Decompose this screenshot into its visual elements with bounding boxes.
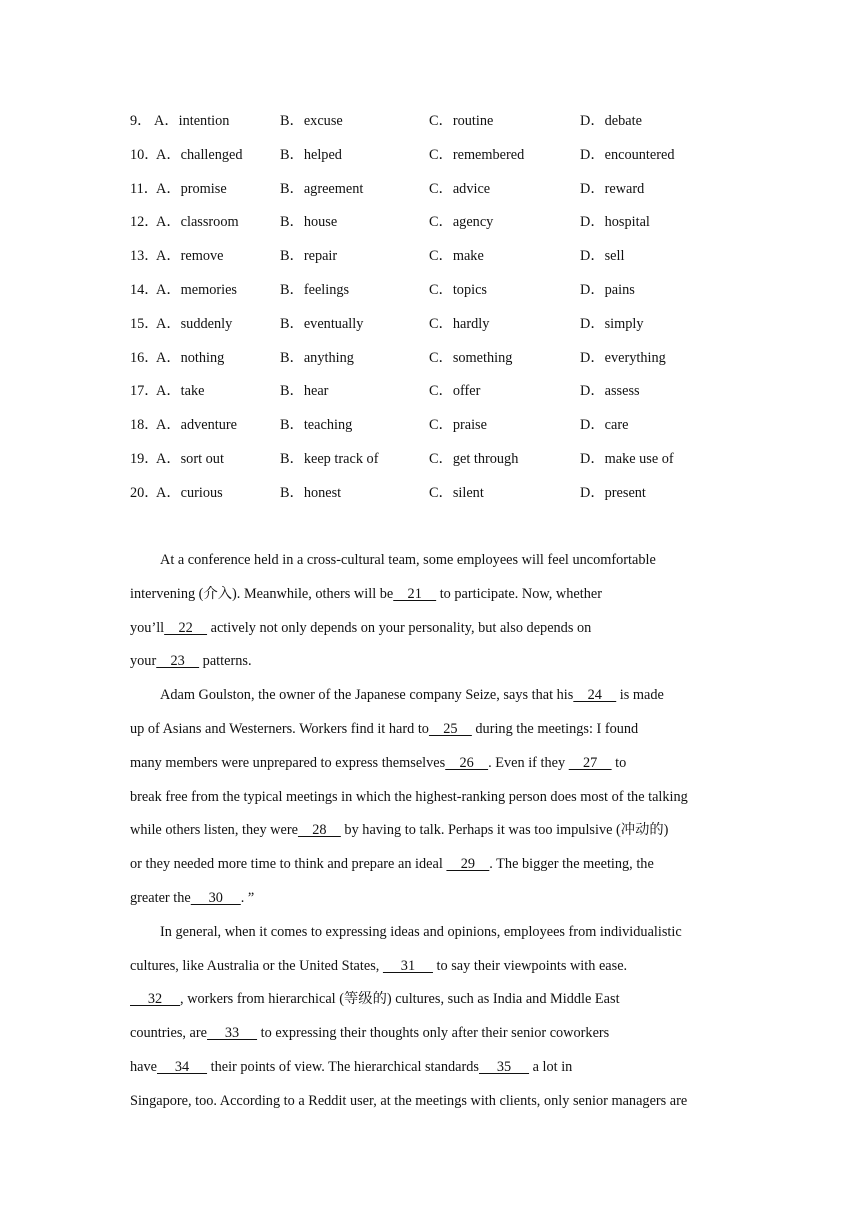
question-number: 10． [130,146,159,163]
option-c: C．praise [429,417,487,434]
passage-text: Adam Goulston, the owner of the Japanese company Seize, says that his [160,687,574,704]
question-number: 16． [130,349,159,366]
passage-text: by having to talk. Perhaps it was too impulsive (冲动的) [340,822,669,839]
option-c: C．hardly [429,315,490,332]
passage-line [130,814,730,848]
option-d: D．everything [580,349,666,366]
option-b: B．teaching [280,417,353,434]
option-c: C．get through [429,450,519,467]
passage-text: actively not only depends on your personality, but also depends on [207,619,592,636]
option-b: B．feelings [280,281,350,298]
option-row [130,375,770,409]
passage-text: Singapore, too. According to a Reddit user, at the meetings with clients, only senior managers are [130,1092,688,1109]
passage-text: countries, are [130,1025,208,1042]
passage-line [130,1051,730,1085]
option-a: A．suddenly [156,315,233,332]
passage-text: you’ll [130,619,165,636]
passage-text: cultures, like Australia or the United States, [130,957,383,974]
passage-line [130,882,730,916]
option-d: D．make use of [580,450,674,467]
blank-25: 25 [428,720,472,737]
passage-text: . ” [240,889,255,906]
option-b: B．repair [280,248,338,265]
option-a: A．challenged [156,146,243,163]
option-c: C．topics [429,281,487,298]
option-b: B．anything [280,349,354,366]
option-c: C．something [429,349,513,366]
blank-26: 26 [445,754,489,771]
question-number: 11． [130,180,159,197]
option-a: A．promise [156,180,227,197]
option-row [130,105,770,139]
passage-text: to say their viewpoints with ease. [432,957,628,974]
option-row [130,173,770,207]
passage-line [130,1085,730,1119]
option-d: D．assess [580,383,640,400]
option-a: A．memories [156,281,237,298]
option-d: D．care [580,417,629,434]
passage-text: your [130,653,157,670]
option-row [130,274,770,308]
passage-text: have [130,1058,157,1075]
question-number: 9． [130,113,152,129]
passage-line [130,747,730,781]
option-d: D．pains [580,281,635,298]
question-number: 17． [130,383,159,400]
passage-line [130,1017,730,1051]
passage-text: their points of view. The hierarchical standards [207,1058,479,1075]
option-row [130,477,770,511]
passage-line [130,679,730,713]
option-c: C．make [429,248,484,265]
option-d: D．simply [580,315,644,332]
passage-text: to expressing their thoughts only after their senior coworkers [257,1025,610,1042]
question-number: 13． [130,248,159,265]
blank-24: 24 [573,687,617,704]
option-row [130,240,770,274]
blank-29: 29 [446,856,490,873]
passage-line [130,578,730,612]
option-row [130,342,770,376]
passage-line [130,916,730,950]
blank-28: 28 [297,822,341,839]
option-a: A．nothing [156,349,225,366]
question-number: 12． [130,214,159,231]
blank-21: 21 [393,585,437,602]
option-c: C．offer [429,383,481,400]
option-a: A．adventure [156,417,237,434]
blank-22: 22 [164,619,208,636]
passage-text: . Even if they [488,754,569,771]
passage-line [130,848,730,882]
option-c: C．silent [429,484,484,501]
option-a: A．classroom [156,214,239,231]
passage-line [130,645,730,679]
option-d: D．reward [580,180,645,197]
option-c: C．remembered [429,146,525,163]
passage-text: to participate. Now, whether [436,585,602,602]
blank-31: 31 [382,957,433,974]
question-number: 18． [130,417,159,434]
option-d: D．debate [580,113,642,129]
passage-text: while others listen, they were [130,822,298,839]
passage-text: during the meetings: I found [471,720,639,737]
option-a: A．sort out [156,450,224,467]
passage-text: greater the [130,889,191,906]
blank-23: 23 [156,653,200,670]
option-row [130,139,770,173]
blank-32: 32 [130,991,181,1008]
passage-text: patterns. [199,653,252,670]
passage-text: to [611,754,627,771]
option-b: B．eventually [280,315,364,332]
question-number: 14． [130,281,159,298]
option-c: C．agency [429,214,494,231]
blank-33: 33 [207,1025,258,1042]
option-a: A．intention [154,113,230,129]
option-row [130,443,770,477]
passage-text: is made [616,687,664,704]
question-number: 19． [130,450,159,467]
passage-text: At a conference held in a cross-cultural team, some employees will feel uncomfortable [160,552,656,568]
option-b: B．honest [280,484,342,501]
passage-text: break free from the typical meetings in which the highest-ranking person does most of the talking [130,788,688,805]
blank-27: 27 [568,754,612,771]
question-number: 15． [130,315,159,332]
option-c: C．advice [429,180,491,197]
passage-text: a lot in [529,1058,573,1075]
passage-line [130,544,730,578]
option-d: D．encountered [580,146,675,163]
passage-line [130,612,730,646]
option-row [130,206,770,240]
option-b: B．hear [280,383,329,400]
passage-text: or they needed more time to think and prepare an ideal [130,856,447,873]
passage-text: In general, when it comes to expressing ideas and opinions, employees from individualistic [160,923,682,940]
blank-30: 30 [190,889,241,906]
passage-line [130,983,730,1017]
option-row [130,308,770,342]
option-b: B．keep track of [280,450,379,467]
question-number: 20． [130,484,159,501]
option-b: B．helped [280,146,342,163]
passage-text: intervening (介入). Meanwhile, others will be [130,585,394,602]
passage-text: many members were unprepared to express themselves [130,754,446,771]
option-d: D．present [580,484,646,501]
option-a: A．remove [156,248,224,265]
passage-line [130,781,730,815]
option-c: C．routine [429,113,494,129]
option-a: A．take [156,383,205,400]
options-list [130,105,770,511]
reading-passage [130,544,730,1119]
blank-35: 35 [479,1058,530,1075]
option-b: B．excuse [280,113,343,129]
option-row [130,409,770,443]
option-d: D．hospital [580,214,650,231]
option-d: D．sell [580,248,625,265]
passage-text: , workers from hierarchical (等级的) cultures, such as India and Middle East [180,991,620,1008]
passage-text: up of Asians and Westerners. Workers find it hard to [130,720,429,737]
option-b: B．house [280,214,338,231]
passage-line [130,950,730,984]
blank-34: 34 [157,1058,208,1075]
option-b: B．agreement [280,180,364,197]
passage-line [130,713,730,747]
passage-text: . The bigger the meeting, the [489,856,654,873]
option-a: A．curious [156,484,223,501]
